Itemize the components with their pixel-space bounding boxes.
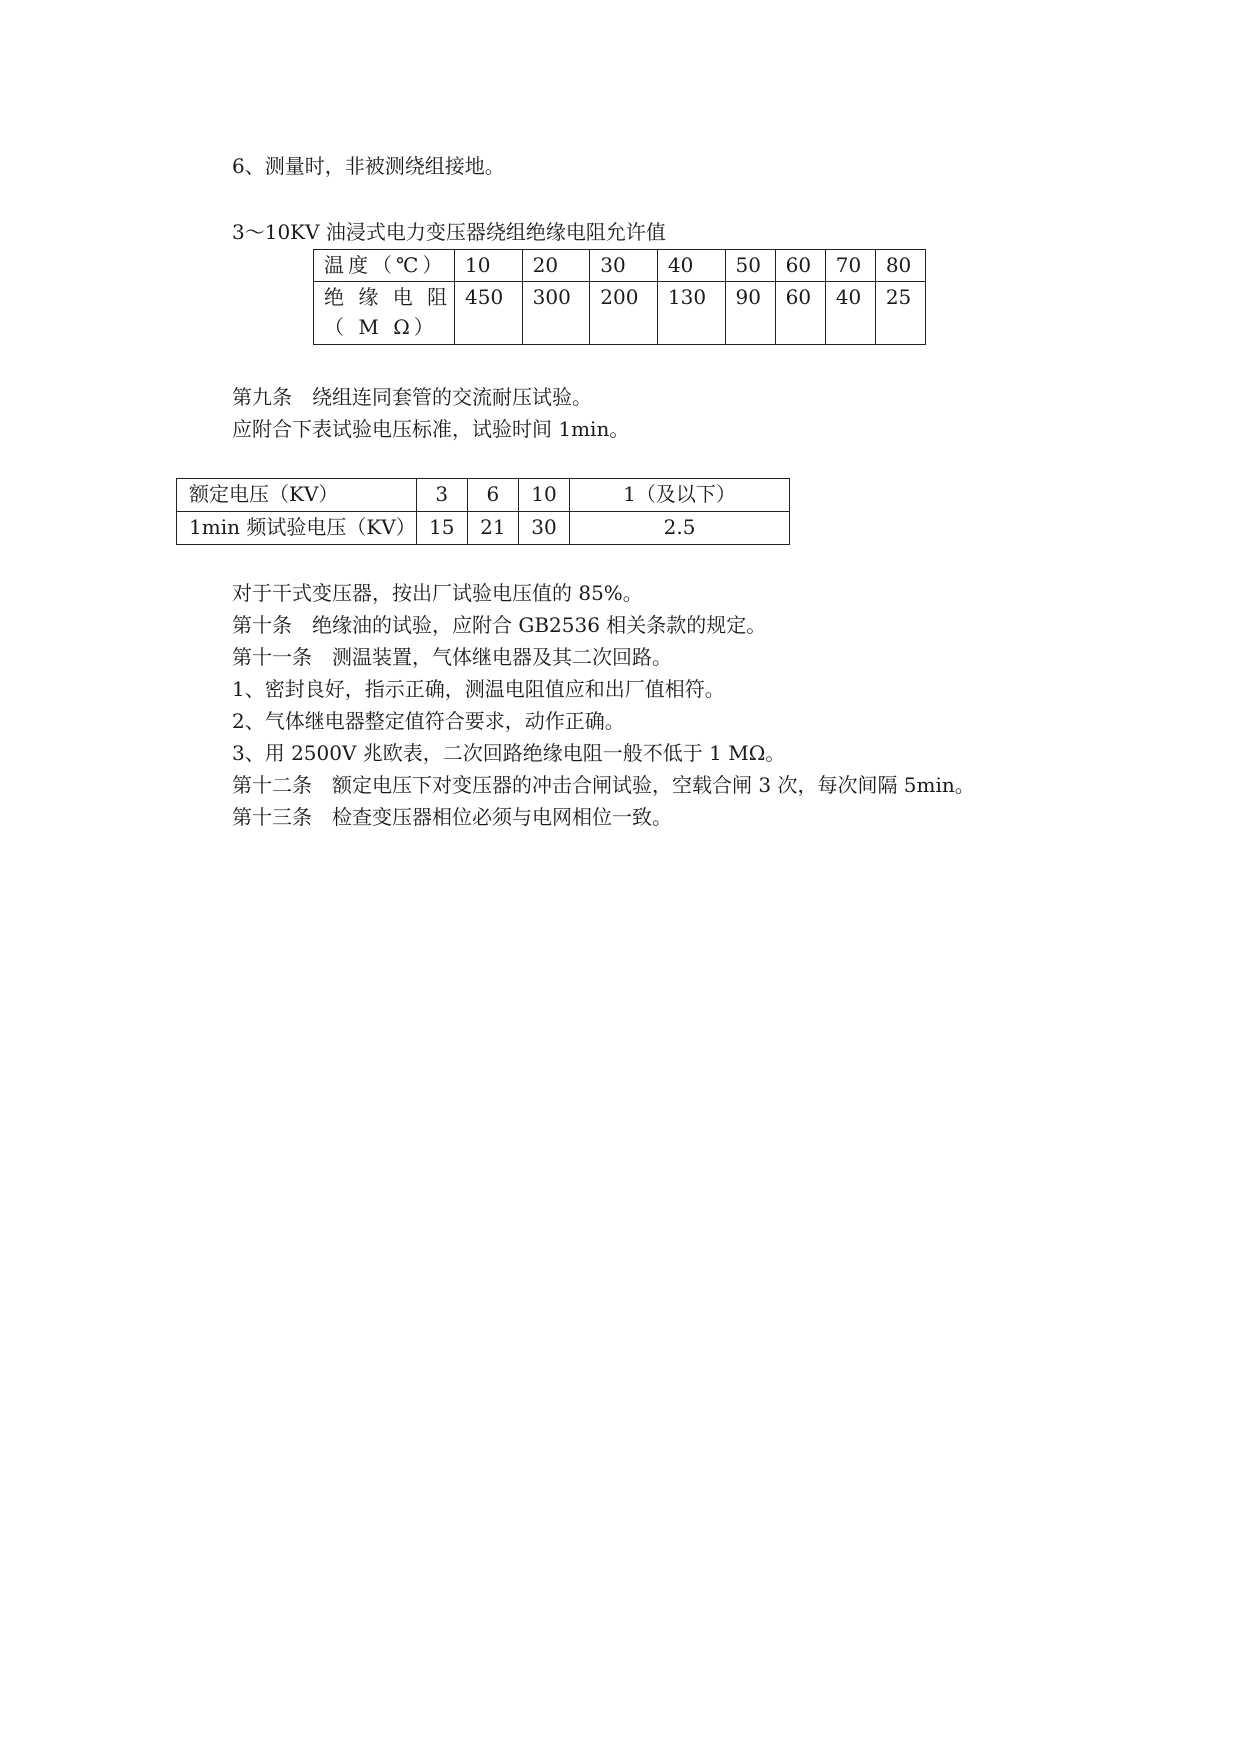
article-12: 第十二条 额定电压下对变压器的冲击合闸试验，空载合闸 3 次，每次间隔 5min。 bbox=[232, 773, 975, 797]
article-9-text: 应附合下表试验电压标准，试验时间 1min。 bbox=[232, 417, 630, 441]
table-cell: 10 bbox=[455, 250, 523, 282]
insulation-resistance-table bbox=[313, 249, 926, 345]
table-cell: 200 bbox=[590, 282, 658, 345]
table-cell: 130 bbox=[657, 282, 725, 345]
item-6-grounding: 6、测量时，非被测绕组接地。 bbox=[232, 154, 505, 178]
table-cell: 10 bbox=[518, 479, 569, 512]
article-13: 第十三条 检查变压器相位必须与电网相位一致。 bbox=[232, 805, 672, 829]
article-11-item-2: 2、气体继电器整定值符合要求，动作正确。 bbox=[232, 709, 625, 733]
table-cell: 50 bbox=[725, 250, 775, 282]
table-cell: 30 bbox=[518, 512, 569, 545]
article-9-heading: 第九条 绕组连同套管的交流耐压试验。 bbox=[232, 385, 592, 409]
table-cell: 21 bbox=[467, 512, 518, 545]
table-row bbox=[314, 250, 926, 282]
table-cell: 30 bbox=[590, 250, 658, 282]
table-cell: 40 bbox=[657, 250, 725, 282]
temperature-header: 温度（℃） bbox=[314, 250, 455, 282]
test-voltage-table bbox=[176, 478, 790, 545]
article-10: 第十条 绝缘油的试验，应附合 GB2536 相关条款的规定。 bbox=[232, 613, 767, 637]
table-cell: 60 bbox=[775, 250, 825, 282]
table1-caption: 3～10KV 油浸式电力变压器绕组绝缘电阻允许值 bbox=[232, 220, 666, 244]
table-row bbox=[177, 512, 790, 545]
table-cell: 20 bbox=[522, 250, 590, 282]
table-cell: 25 bbox=[875, 282, 925, 345]
article-11: 第十一条 测温装置，气体继电器及其二次回路。 bbox=[232, 645, 672, 669]
table-cell: 90 bbox=[725, 282, 775, 345]
article-11-item-3: 3、用 2500V 兆欧表，二次回路绝缘电阻一般不低于 1 MΩ。 bbox=[232, 741, 786, 765]
table-cell: 1（及以下） bbox=[570, 479, 790, 512]
table-cell: 80 bbox=[875, 250, 925, 282]
table-cell: 60 bbox=[775, 282, 825, 345]
table-row bbox=[177, 479, 790, 512]
article-11-item-1: 1、密封良好，指示正确，测温电阻值应和出厂值相符。 bbox=[232, 677, 725, 701]
test-voltage-header: 1min 频试验电压（KV） bbox=[177, 512, 417, 545]
table-row bbox=[314, 282, 926, 345]
table-cell: 3 bbox=[416, 479, 467, 512]
rated-voltage-header: 额定电压（KV） bbox=[177, 479, 417, 512]
table-cell: 70 bbox=[825, 250, 875, 282]
resistance-header: 绝 缘 电 阻 （ M Ω） bbox=[314, 282, 455, 345]
table-cell: 15 bbox=[416, 512, 467, 545]
table-cell: 6 bbox=[467, 479, 518, 512]
dry-transformer-note: 对于干式变压器，按出厂试验电压值的 85%。 bbox=[232, 581, 643, 605]
table-cell: 40 bbox=[825, 282, 875, 345]
table-cell: 300 bbox=[522, 282, 590, 345]
table-cell: 450 bbox=[455, 282, 523, 345]
table-cell: 2.5 bbox=[570, 512, 790, 545]
